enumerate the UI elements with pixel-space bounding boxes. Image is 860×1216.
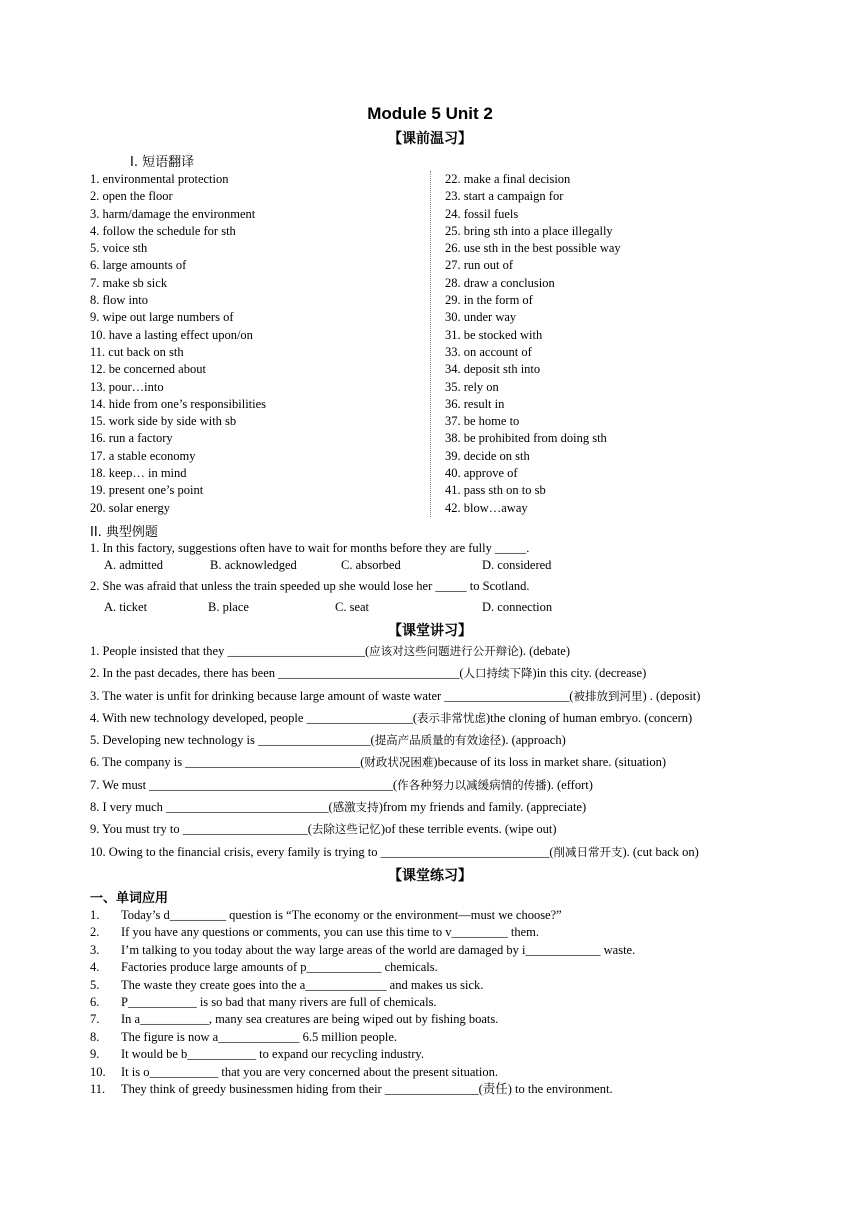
option-c: C. seat [335,600,370,614]
practice-item [90,1064,635,1081]
lecture-item [90,662,700,684]
phrase-item: 13. pour…into [90,379,164,394]
lecture-item [90,841,700,863]
phrase-item: 36. result in [445,396,505,411]
practice-item-number: 3. [90,942,100,957]
practice-item-text: In a___________, many sea creatures are being wiped out by fishing boats. [121,1012,499,1027]
phrase-item: 28. draw a conclusion [445,275,555,290]
practice-item-text: If you have any questions or comments, you can use this time to v_________ them. [121,925,539,940]
phrase-item: 24. fossil fuels [445,206,519,221]
lecture-item-prompt: 10. Owing to the financial crisis, every family is trying to ___________________________( [90,844,554,859]
lecture-item-prompt: 6. The company is ____________________________( [90,755,365,770]
lecture-item-keyword: )because of its loss in market share. (situation) [433,755,666,770]
lecture-item-chinese-hint: 去除这些记忆 [311,822,381,837]
practice-item-text: The figure is now a_____________ 6.5 million people. [121,1029,398,1044]
part2-heading: II. 典型例题 [90,525,158,540]
practice-item-number: 5. [90,977,100,992]
practice-item [90,907,635,924]
phrase-item: 1. environmental protection [90,172,229,186]
example-question-1: 1. In this factory, suggestions often have to wait for months before they are fully _____. [90,541,530,555]
section-pre-class-review: 【课前温习】 [388,131,472,147]
lecture-item [90,751,700,773]
lecture-item [90,685,700,707]
lecture-item-chinese-hint: 提高产品质量的有效途径 [374,733,502,748]
phrase-item: 3. harm/damage the environment [90,206,256,221]
phrase-item: 9. wipe out large numbers of [90,310,234,325]
phrase-item: 33. on account of [445,344,532,359]
practice-item [90,1011,635,1028]
lecture-item-prompt: 7. We must _______________________________________( [90,777,398,792]
phrase-item: 18. keep… in mind [90,466,187,481]
practice-item-number: 6. [90,995,100,1010]
practice-item-text: Factories produce large amounts of p____________ chemicals. [121,960,438,975]
phrase-item: 22. make a final decision [445,172,571,186]
phrase-item: 12. be concerned about [90,362,206,377]
lecture-item [90,729,700,751]
practice-item-text: It would be b___________ to expand our recycling industry. [121,1047,424,1062]
practice-item [90,942,635,959]
practice-item [90,959,635,976]
phrase-item: 39. decide on sth [445,448,530,463]
section-in-class-practice: 【课堂练习】 [388,868,472,884]
practice-item [90,994,635,1011]
practice-item [90,1046,635,1063]
lecture-item-keyword: ). (approach) [501,733,566,748]
practice-item-number: 11. [90,1082,106,1097]
column-divider [430,171,431,517]
lecture-item-chinese-hint: 作各种努力以减缓病情的传播 [397,777,547,792]
practice-item-number: 8. [90,1029,100,1044]
phrase-item: 34. deposit sth into [445,362,541,377]
lecture-item [90,774,700,796]
lecture-item [90,796,700,818]
phrase-item: 30. under way [445,310,517,325]
practice-item [90,924,635,941]
phrase-item: 10. have a lasting effect upon/on [90,327,253,342]
practice-item-number: 2. [90,925,100,940]
phrase-item: 38. be prohibited from doing sth [445,431,607,446]
phrase-item: 14. hide from one’s responsibilities [90,396,267,411]
practice-item-text: They think of greedy businessmen hiding from their _______________(责任) to the environment. [121,1082,613,1097]
practice-item-text: P___________ is so bad that many rivers are full of chemicals. [121,995,437,1010]
lecture-item-chinese-hint: 削减日常开支 [553,844,623,859]
lecture-item-keyword: ). (effort) [546,777,593,792]
practice-item-text: Today’s d_________ question is “The economy or the environment—must we choose?” [121,908,562,922]
lecture-item-prompt: 1. People insisted that they ______________________( [90,644,370,658]
lecture-item-chinese-hint: 应该对这些问题进行公开辩论 [369,644,519,658]
lecture-item-chinese-hint: 财政状况困难 [364,755,434,770]
lecture-item [90,707,700,729]
phrase-item: 19. present one’s point [90,483,204,498]
phrase-item: 6. large amounts of [90,258,187,273]
phrase-item: 8. flow into [90,293,148,308]
lecture-item [90,640,700,662]
practice-item-text: The waste they create goes into the a_____________ and makes us sick. [121,977,484,992]
phrase-list-left [90,171,266,517]
practice-item-number: 7. [90,1012,100,1027]
practice-item [90,977,635,994]
phrase-item: 37. be home to [445,414,520,429]
phrase-item: 35. rely on [445,379,499,394]
phrase-item: 7. make sb sick [90,275,168,290]
option-c: C. absorbed [341,558,401,572]
option-b: B. place [208,600,249,614]
phrase-item: 5. voice sth [90,241,148,256]
practice-item-number: 4. [90,960,100,975]
option-b: B. acknowledged [210,558,297,572]
lecture-item-prompt: 3. The water is unfit for drinking because large amount of waste water ____________________( [90,688,574,703]
lecture-item-keyword: ) . (deposit) [642,688,701,703]
phrase-item: 15. work side by side with sb [90,414,237,429]
practice-item-text: It is o___________ that you are very concerned about the present situation. [121,1064,498,1079]
lecture-item [90,818,700,840]
phrase-list-right [445,171,621,517]
lecture-item-chinese-hint: 人口持续下降 [463,666,533,681]
phrase-item: 20. solar energy [90,500,170,515]
phrase-item: 41. pass sth on to sb [445,483,546,498]
phrase-item: 2. open the floor [90,189,173,204]
lecture-item-prompt: 4. With new technology developed, people _________________( [90,710,417,725]
practice-item-number: 10. [90,1064,106,1079]
phrase-item: 29. in the form of [445,293,533,308]
section-in-class-lecture: 【课堂讲习】 [388,623,472,639]
lecture-item-chinese-hint: 被排放到河里 [573,688,643,703]
phrase-item: 42. blow…away [445,500,528,515]
lecture-exercise-list [90,640,700,863]
lecture-item-keyword: ). (debate) [518,644,571,658]
lecture-item-keyword: )the cloning of human embryo. (concern) [485,710,693,725]
practice-item-text: I’m talking to you today about the way large areas of the world are damaged by i____________ waste. [121,942,636,957]
lecture-item-keyword: )of these terrible events. (wipe out) [380,822,557,837]
phrase-item: 16. run a factory [90,431,173,446]
phrase-item: 27. run out of [445,258,514,273]
phrase-item: 31. be stocked with [445,327,543,342]
lecture-item-prompt: 2. In the past decades, there has been _____________________________( [90,666,464,681]
practice-item-number: 1. [90,908,100,922]
practice-item-number: 9. [90,1047,100,1062]
phrase-item: 23. start a campaign for [445,189,564,204]
option-d: D. considered [482,558,552,572]
part1-heading: I. 短语翻译 [130,155,195,170]
word-application-list [90,907,635,1098]
phrase-item: 17. a stable economy [90,448,196,463]
example-question-2: 2. She was afraid that unless the train speeded up she would lose her _____ to Scotland. [90,579,530,593]
lecture-item-prompt: 8. I very much __________________________( [90,800,333,815]
lecture-item-prompt: 5. Developing new technology is __________________( [90,733,375,748]
page-title: Module 5 Unit 2 [367,104,493,123]
option-d: D. connection [482,600,553,614]
practice-item [90,1029,635,1046]
phrase-item: 40. approve of [445,466,518,481]
lecture-item-keyword: )in this city. (decrease) [532,666,647,681]
phrase-item: 11. cut back on sth [90,344,184,359]
lecture-item-chinese-hint: 感激支持 [332,800,379,815]
phrase-item: 26. use sth in the best possible way [445,241,621,256]
lecture-item-keyword: )from my friends and family. (appreciate) [378,800,587,815]
option-a: A. admitted [104,558,164,572]
lecture-item-prompt: 9. You must try to ____________________( [90,822,312,837]
phrase-item: 4. follow the schedule for sth [90,223,236,238]
lecture-item-chinese-hint: 表示非常忧虑 [416,710,486,725]
phrase-item: 25. bring sth into a place illegally [445,223,613,238]
lecture-item-keyword: ). (cut back on) [622,844,699,859]
practice-item [90,1081,635,1098]
practice-heading: 一、单词应用 [90,891,169,906]
option-a: A. ticket [104,600,148,614]
